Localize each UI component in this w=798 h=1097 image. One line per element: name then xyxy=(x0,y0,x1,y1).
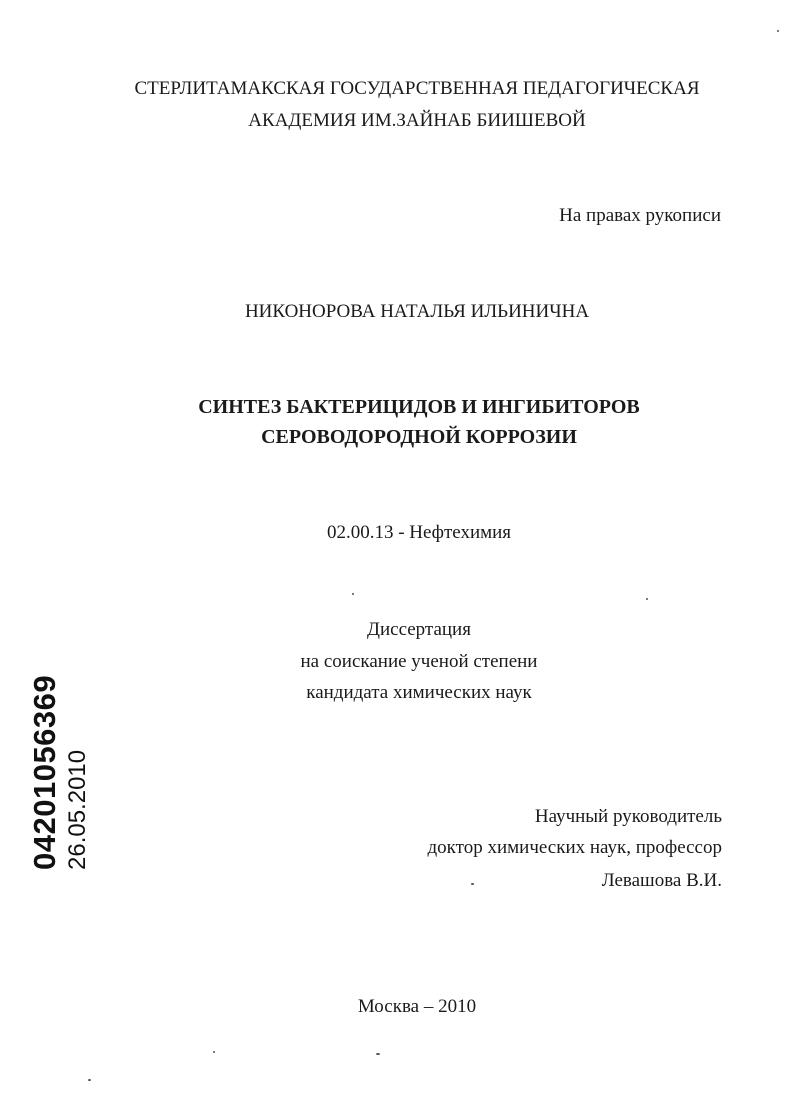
title-line-1: СИНТЕЗ БАКТЕРИЦИДОВ И ИНГИБИТОРОВ xyxy=(198,396,640,418)
supervisor-label: Научный руководитель xyxy=(534,806,722,827)
scan-speck xyxy=(352,593,354,595)
title-line-2: СЕРОВОДОРОДНОЙ КОРРОЗИИ xyxy=(261,426,577,448)
supervisor-degree: доктор химических наук, профессор xyxy=(427,837,722,858)
scan-speck xyxy=(646,598,648,600)
scan-speck xyxy=(376,1053,380,1055)
scan-speck xyxy=(777,30,779,32)
specialty: 02.00.13 - Нефтехимия xyxy=(326,522,512,543)
stamp-number: 04201056369 xyxy=(27,674,62,870)
scan-speck xyxy=(213,1051,215,1053)
dissertation-line-1: Диссертация xyxy=(367,619,471,640)
stamp-date: 26.05.2010 xyxy=(64,749,91,870)
city-year: Москва – 2010 xyxy=(357,996,477,1017)
institution-line-1: СТЕРЛИТАМАКСКАЯ ГОСУДАРСТВЕННАЯ ПЕДАГОГИЧЕСКАЯ xyxy=(134,78,700,99)
scan-speck xyxy=(88,1079,91,1081)
rights-notice: На правах рукописи xyxy=(559,205,721,226)
scan-speck xyxy=(471,883,474,885)
author-name: НИКОНОРОВА НАТАЛЬЯ ИЛЬИНИЧНА xyxy=(244,301,590,322)
dissertation-line-3: кандидата химических наук xyxy=(306,682,532,703)
supervisor-name: Левашова В.И. xyxy=(601,870,722,891)
dissertation-line-2: на соискание ученой степени xyxy=(300,651,538,672)
institution-line-2: АКАДЕМИЯ ИМ.ЗАЙНАБ БИИШЕВОЙ xyxy=(248,110,586,131)
